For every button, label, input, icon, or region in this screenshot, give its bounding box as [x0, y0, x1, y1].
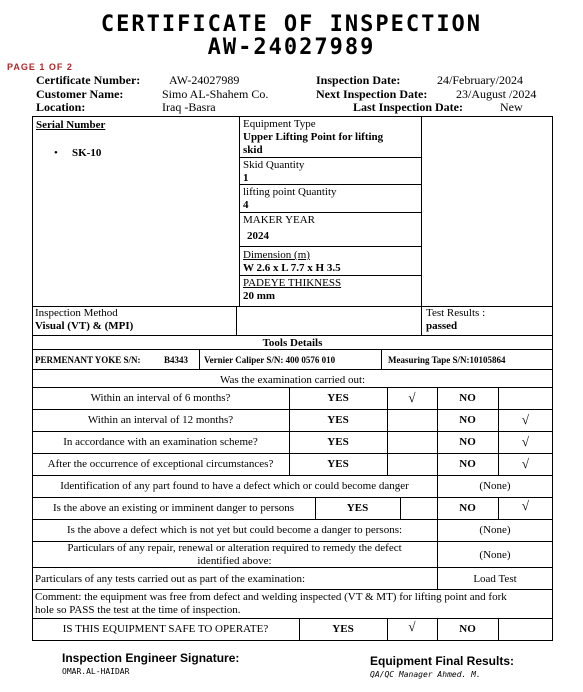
test-results-value: passed	[426, 320, 458, 332]
final-results-label: Equipment Final Results:	[370, 654, 515, 668]
check-mark: √	[408, 390, 416, 405]
yes-label: YES	[327, 436, 349, 448]
defect-identification-value: (None)	[479, 480, 511, 492]
repair-value: (None)	[479, 549, 511, 561]
cert-number-value: AW-24027989	[169, 73, 240, 87]
tests-question: Particulars of any tests carried out as part of the examination:	[35, 573, 306, 585]
last-inspection-value: New	[500, 100, 523, 114]
existing-danger-question: Is the above an existing or imminent danger to persons	[52, 502, 295, 514]
lifting-point-quantity-label: lifting point Quantity	[243, 186, 337, 198]
inspection-date-value: 24/February/2024	[437, 73, 523, 87]
no-label: NO	[459, 458, 476, 470]
skid-quantity-value: 1	[243, 172, 249, 184]
defect-identification-question: Identification of any part found to have a defect which or could become danger	[60, 480, 409, 492]
certificate-title: CERTIFICATE OF INSPECTION	[100, 12, 483, 37]
certificate-number-title: AW-24027989	[207, 35, 376, 60]
yes-label: YES	[327, 414, 349, 426]
repair-question-line2: identified above:	[197, 555, 272, 567]
safe-check: √	[408, 619, 416, 634]
comment-line2: hole so PASS the test at the time of inspection.	[35, 604, 241, 616]
customer-label: Customer Name:	[36, 87, 124, 101]
serial-number-item: SK-10	[72, 147, 102, 159]
dimension-label: Dimension (m)	[243, 249, 310, 261]
skid-quantity-label: Skid Quantity	[243, 159, 305, 171]
padeye-label: PADEYE THIKNESS	[243, 277, 342, 289]
examination-question: Was the examination carried out:	[219, 374, 366, 386]
existing-danger-check: √	[521, 498, 530, 513]
inspection-method-label: Inspection Method	[35, 307, 118, 319]
no-label: NO	[459, 436, 476, 448]
future-defect-question: Is the above a defect which is not yet but could become a danger to persons:	[66, 524, 403, 536]
engineer-signature-label: Inspection Engineer Signature:	[62, 651, 240, 665]
serial-bullet: •	[54, 147, 58, 159]
location-label: Location:	[36, 100, 86, 114]
customer-value: Simo AL-Shahem Co.	[162, 87, 269, 101]
safe-to-operate-question: IS THIS EQUIPMENT SAFE TO OPERATE?	[62, 623, 269, 635]
equipment-type-line2: skid	[243, 144, 263, 156]
existing-danger-yes: YES	[346, 502, 369, 514]
yes-label: YES	[327, 392, 349, 404]
check-mark: √	[521, 434, 530, 449]
dimension-value: W 2.6 x L 7.7 x H 3.5	[243, 262, 341, 274]
padeye-value: 20 mm	[243, 290, 276, 302]
cert-number-label: Certificate Number:	[36, 73, 141, 87]
qaqc-manager-name: QA/QC Manager Ahmed. M.	[370, 670, 481, 679]
yes-label: YES	[327, 458, 349, 470]
existing-danger-no: NO	[459, 502, 476, 514]
repair-question-line1: Particulars of any repair, renewal or alteration required to remedy the defect	[67, 542, 402, 554]
exam-row-label: After the occurrence of exceptional circumstances?	[47, 458, 274, 470]
check-mark: √	[521, 412, 530, 427]
test-results-label: Test Results :	[426, 307, 486, 319]
next-inspection-value: 23/August /2024	[456, 87, 537, 101]
no-label: NO	[459, 414, 476, 426]
safe-no: NO	[459, 623, 476, 635]
no-label: NO	[459, 392, 476, 404]
vernier-caliper: Vernier Caliper S/N: 400 0576 010	[204, 355, 336, 365]
exam-row-label: Within an interval of 12 months?	[87, 414, 234, 426]
serial-number-label: Serial Number	[36, 119, 106, 131]
exam-row-label: Within an interval of 6 months?	[90, 392, 231, 404]
yoke-serial: B4343	[164, 355, 189, 365]
engineer-name: OMAR.AL-HAIDAR	[62, 667, 130, 676]
page-indicator: PAGE 1 OF 2	[7, 62, 73, 72]
maker-year-value: 2024	[247, 230, 269, 242]
measuring-tape: Measuring Tape S/N:10105864	[388, 355, 506, 365]
comment-line1: Comment: the equipment was free from defect and welding inspected (VT & MT) for lifting point and fork	[35, 591, 507, 603]
next-inspection-label: Next Inspection Date:	[316, 87, 428, 101]
exam-row-label: In accordance with an examination scheme?	[63, 436, 258, 448]
maker-year-label: MAKER YEAR	[243, 214, 316, 226]
last-inspection-label: Last Inspection Date:	[353, 100, 463, 114]
equipment-type-line1: Upper Lifting Point for lifting	[243, 131, 384, 143]
inspection-date-label: Inspection Date:	[316, 73, 401, 87]
lifting-point-quantity-value: 4	[243, 199, 249, 211]
future-defect-value: (None)	[479, 524, 511, 536]
inspection-method-value: Visual (VT) & (MPI)	[35, 320, 134, 332]
location-value: Iraq -Basra	[162, 100, 216, 114]
equipment-type-label: Equipment Type	[243, 118, 316, 130]
tests-value: Load Test	[473, 573, 517, 585]
yoke-label: PERMENANT YOKE S/N:	[35, 355, 141, 365]
tools-title: Tools Details	[262, 337, 323, 349]
safe-yes: YES	[332, 623, 354, 635]
check-mark: √	[521, 456, 530, 471]
